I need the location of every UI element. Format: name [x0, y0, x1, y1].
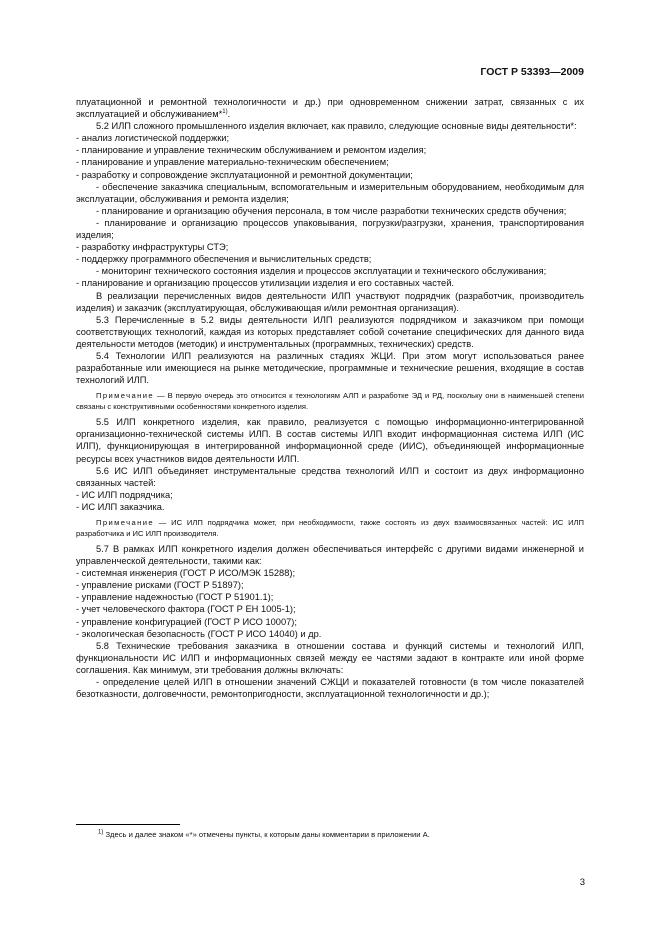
list-item: - анализ логистической поддержки; [76, 133, 230, 144]
clause-5-5: 5.5 ИЛП конкретного изделия, как правило, реализуется с помощью информационно-интегрированной организационно-технической системы ИЛП. В состав системы ИЛП входит информационная система ИЛП (ИС ИЛП), функционирующая в интегрированной информационной среде (ИИС), объединяющей информационные ресурсы всех участников видов деятельности ИЛП. [76, 417, 584, 464]
note-1: Примечание — В первую очередь это относится к технологиям АЛП и разработке ЭД и РД, поскольку они в наименьшей степени связаны с конструктивными особенностями конкретного изделия. [76, 391, 584, 412]
footnote-text: Здесь и далее знаком «*» отмечены пункты, к которым даны комментарии в приложении А. [105, 830, 430, 839]
list-item: - ИС ИЛП заказчика. [76, 501, 165, 512]
list-item: - ИС ИЛП подрядчика; [76, 489, 173, 500]
list-item: - поддержку программного обеспечения и вычислительных средств; [76, 254, 372, 265]
clause-5-6: 5.6 ИС ИЛП объединяет инструментальные средства технологий ИЛП и состоит из двух информационно связанных частей: [76, 465, 584, 488]
clause-5-4: 5.4 Технологии ИЛП реализуются на различных стадиях ЖЦИ. При этом могут использоваться ранее разработанные или имеющиеся на рынке методические, программные и технические решения, входящие в состав технологий ИЛП. [76, 350, 584, 386]
list-item: - экологическая безопасность (ГОСТ Р ИСО 14040) и др. [76, 628, 322, 639]
note-label: Примечание [96, 518, 154, 527]
list-item: - разработку и сопровождение эксплуатационной и ремонтной документации; [76, 169, 413, 180]
document-number: ГОСТ Р 53393—2009 [480, 66, 584, 78]
list-item: - мониторинг технического состояния изделия и процессов эксплуатации и технического обслуживания; [96, 266, 547, 277]
list-item: - планирование и организацию процессов упаковывания, погрузки/разгрузки, хранения, транспортирования изделия; [76, 217, 584, 241]
note-2: Примечание — ИС ИЛП подрядчика может, при необходимости, также состоять из двух взаимосвязанных частей: ИС ИЛП разработчика и ИС ИЛП производителя. [76, 518, 584, 538]
list-item: - учет человеческого фактора (ГОСТ Р ЕН 1005-1); [76, 604, 296, 615]
list-item: - планирование и организацию процессов утилизации изделия и его составных частей. [76, 278, 454, 289]
clause-5-8: 5.8 Технические требования заказчика в отношении состава и функций системы и технологий ИЛП, функциональности ИС ИЛП и информационных связей между ее частями задают в контракте или иной форме соглашения. Как минимум, эти требования должны включать: [76, 640, 584, 675]
list-item: - планирование и управление техническим обслуживанием и ремонтом изделия; [76, 145, 427, 156]
list-item: - управление рисками (ГОСТ Р 51897); [76, 580, 244, 591]
list-item: - управление надежностью (ГОСТ Р 51901.1); [76, 592, 274, 603]
page-number: 3 [579, 877, 585, 888]
clause-5-7: 5.7 В рамках ИЛП конкретного изделия должен обеспечиваться интерфейс с другими видами инженерной и управленческой деятельности, такими как: [76, 544, 584, 567]
clause-5-3: 5.3 Перечисленные в 5.2 виды деятельности ИЛП реализуются подрядчиком и заказчиком при помощи соответствующих технологий, каждая из которых представляет собой сочетание специфических для данного вида деятельности методов (методик) и инструментальных (программных, технических) средств. [76, 314, 584, 349]
paragraph-continuation: плуатационной и ремонтной технологичности и др.) при одновременном снижении затрат, связанных с их эксплуатацией и обслуживанием*$^{1)}$. [76, 97, 584, 120]
footnote-ref: 1) [222, 109, 228, 115]
footnote [98, 829, 578, 840]
list-item: - разработку инфраструктуры СТЭ; [76, 242, 229, 253]
list-item: - определение целей ИЛП в отношении значений СЖЦИ и показателей готовности (в том числе показателей безотказности, долговечности, ремонтопригодности, эксплуатационной технологичности и др.); [76, 677, 584, 700]
list-item: - планирование и организацию обучения персонала, в том числе разработки технических средств обучения; [96, 205, 567, 216]
list-item: - системная инженерия (ГОСТ Р ИСО/МЭК 15288); [76, 568, 296, 579]
footnote-divider [76, 824, 180, 825]
footnote-mark: 1) [98, 829, 104, 836]
note-label: Примечание [96, 391, 154, 401]
list-item: - планирование и управление материально-техническим обеспечением; [76, 157, 389, 168]
clause-5-2-participants: В реализации перечисленных видов деятельности ИЛП участвуют подрядчик (разработчик, производитель изделия) и заказчик (эксплуатирующая, обслуживающая и/или ремонтная организация). [76, 290, 584, 313]
list-item: - обеспечение заказчика специальным, вспомогательным и измерительным оборудованием, необходимым для эксплуатации, обслуживания и ремонта изделия; [76, 181, 584, 204]
clause-5-2: 5.2 ИЛП сложного промышленного изделия включает, как правило, следующие основные виды деятельности*: [96, 121, 577, 132]
page-body [76, 96, 584, 700]
list-item: - управление конфигурацией (ГОСТ Р ИСО 10007); [76, 616, 297, 627]
